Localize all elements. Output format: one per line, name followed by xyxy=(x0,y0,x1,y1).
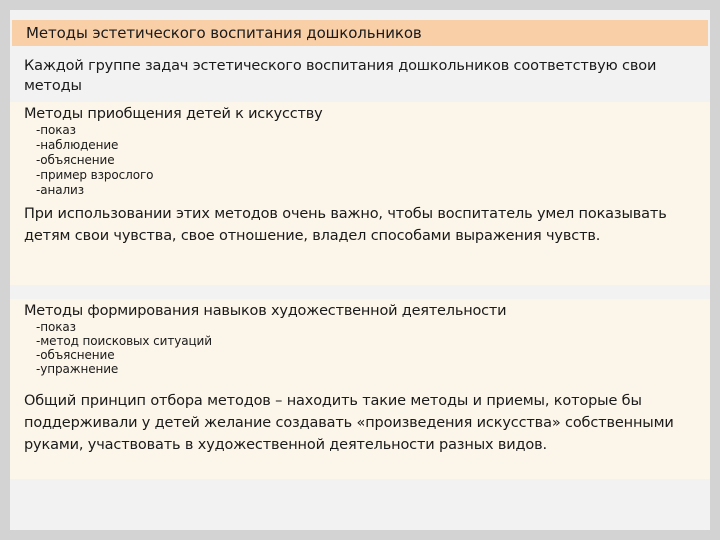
section-heading: Методы формирования навыков художественной деятельности xyxy=(24,303,507,319)
section-art-skills xyxy=(10,299,710,479)
section-heading: Методы приобщения детей к искусству xyxy=(24,106,323,122)
list-item: -метод поисковых ситуаций xyxy=(36,334,212,348)
list-item: -наблюдение xyxy=(36,138,119,152)
section-art-introduction xyxy=(10,102,710,285)
list-item: -объяснение xyxy=(36,153,115,167)
list-item: -анализ xyxy=(36,183,85,197)
list-item: -показ xyxy=(36,123,76,137)
slide-title: Методы эстетического воспитания дошкольников xyxy=(26,24,422,42)
method-list xyxy=(24,123,710,198)
intro-text: Каждой группе задач эстетического воспитания дошкольников соответствую свои методы xyxy=(24,58,657,94)
list-item: -объяснение xyxy=(36,348,115,362)
list-item: -показ xyxy=(36,320,76,334)
method-list xyxy=(24,320,710,376)
section-body-text: При использовании этих методов очень важно, чтобы воспитатель умел показывать детям свои чувства, свое отношение, владел способами выражения чувств. xyxy=(24,206,667,244)
list-item: -упражнение xyxy=(36,362,119,376)
list-item: -пример взрослого xyxy=(36,168,154,182)
slide-title-bar xyxy=(12,20,708,46)
section-body-text: Общий принцип отбора методов – находить такие методы и приемы, которые бы поддерживали у детей желание создавать «произведения искусства» собственными руками, участвовать в художественной деятельности разных видов. xyxy=(24,393,674,453)
